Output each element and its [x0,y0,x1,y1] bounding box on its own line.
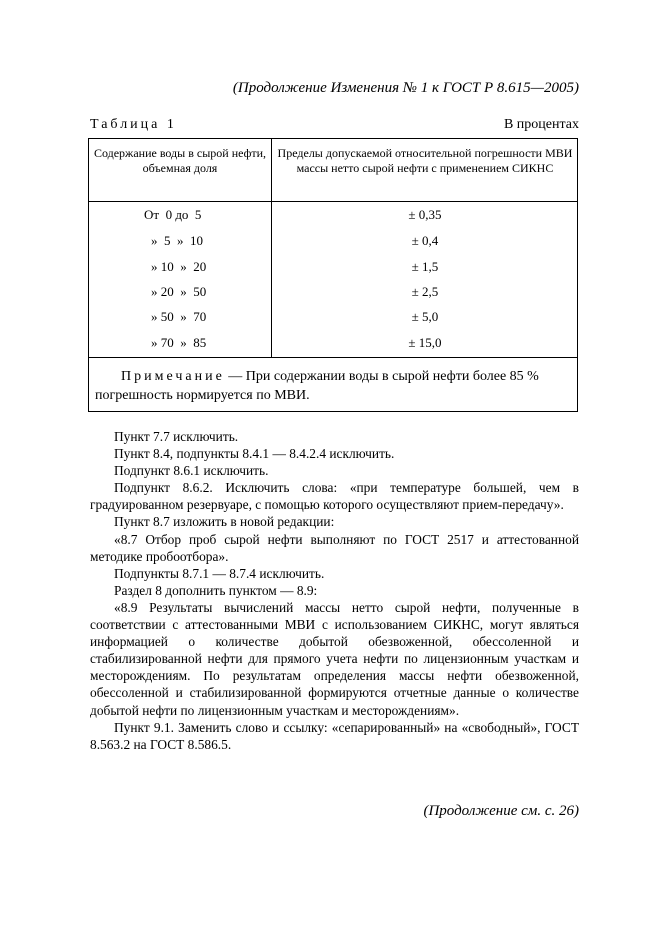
paragraph: Подпункты 8.7.1 — 8.7.4 исключить. [114,565,325,581]
table-row-value: ± 1,5 [411,259,439,274]
paragraph: Подпункт 8.6.1 исключить. [114,463,269,479]
column-divider [271,139,272,357]
table-note [95,367,571,405]
column-header-water-content: Содержание воды в сырой нефти, объемная доля [93,146,267,175]
data-table [88,138,578,412]
paragraph: «8.9 Результаты вычислений массы нетто сырой нефти, полученные в соответствии с аттестованными МВИ с использованием СИКНС, могут являться информацией о количестве добытой обезвоженной, обессоленной и стабилизированной нефти для прямого учета нефти по лицензионным участкам и месторождениям. По результатам определения массы нефти обезвоженной, обессоленной и стабилизированной формируются отчетные данные о количестве добытой нефти по лицензионным участкам и месторождениям». [90,599,579,718]
note-label: Примечание [121,369,225,384]
paragraph: Пункт 8.4, подпункты 8.4.1 — 8.4.2.4 исключить. [114,446,395,462]
table-caption: Таблица 1 [90,117,177,132]
paragraph: Пункт 9.1. Заменить слово и ссылку: «сепарированный» на «свободный», ГОСТ 8.563.2 на ГОСТ 8.586.5. [90,719,579,752]
note-divider [89,357,577,358]
column-header-error-limits: Пределы допускаемой относительной погрешности МВИ массы нетто сырой нефти с применением СИКНС [277,146,573,175]
table-row-value: ± 15,0 [408,335,442,350]
table-row-range: » 70 » 85 [151,335,207,350]
paragraph: Пункт 8.7 изложить в новой редакции: [114,514,335,530]
table-row-value: ± 0,4 [411,233,439,248]
table-row-range: » 20 » 50 [151,284,207,299]
table-row-value: ± 0,35 [408,207,442,222]
page-header: (Продолжение Изменения № 1 к ГОСТ Р 8.615—2005) [232,80,579,96]
note-text: — При содержании воды в сырой нефти более 85 % погрешность нормируется по МВИ. [95,369,539,403]
header-divider [89,201,577,202]
table-row-range: От 0 до 5 [144,207,202,222]
body-text [90,428,579,753]
table-row-range: » 10 » 20 [151,259,207,274]
paragraph: Подпункт 8.6.2. Исключить слова: «при температуре большей, чем в градуированном резервуаре, с помощью которого осуществляют прием-передачу». [90,480,579,513]
table-row-value: ± 5,0 [411,309,439,324]
paragraph: Раздел 8 дополнить пунктом — 8.9: [114,582,318,598]
table-row-range: » 50 » 70 [151,309,207,324]
table-row-value: ± 2,5 [411,284,439,299]
table-row-range: » 5 » 10 [151,233,203,248]
page-footer: (Продолжение см. с. 26) [423,803,579,819]
paragraph: «8.7 Отбор проб сырой нефти выполняют по ГОСТ 2517 и аттестованной методике пробоотбора». [90,531,579,564]
paragraph: Пункт 7.7 исключить. [114,429,239,444]
table-units: В процентах [503,117,579,132]
